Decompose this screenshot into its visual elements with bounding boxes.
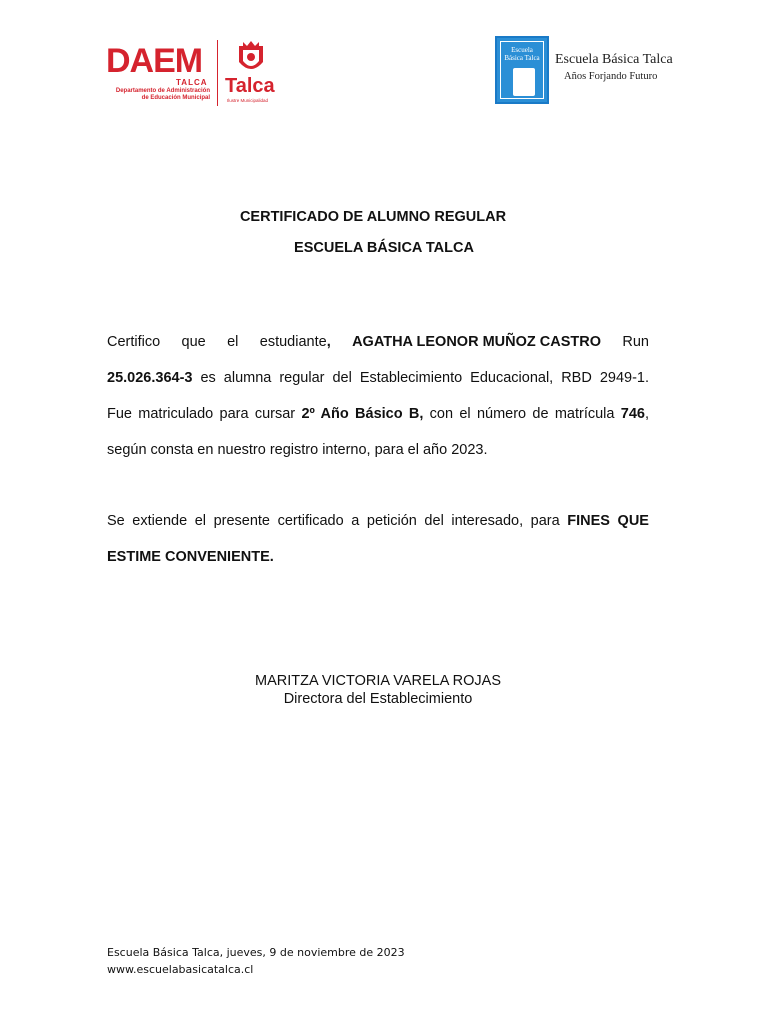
certification-paragraph — [107, 333, 649, 477]
school-badge-logo — [495, 36, 549, 104]
talca-municipality-logo — [225, 40, 281, 106]
purpose-bold: ESTIME CONVENIENTE. — [107, 549, 274, 565]
document-title: CERTIFICADO DE ALUMNO REGULAR — [239, 209, 507, 225]
text-word: el — [227, 334, 239, 350]
paragraph-text: Se extiende el presente certificado a petición del interesado, para — [107, 513, 568, 529]
paragraph-line — [107, 441, 649, 477]
paragraph-text: según consta en nuestro registro interno, para el año 2023. — [107, 442, 488, 458]
school-badge-text — [501, 46, 543, 62]
daem-dept-line1: Departamento de Administración — [115, 88, 210, 94]
paragraph-line — [107, 405, 649, 441]
student-name: AGATHA LEONOR MUÑOZ CASTRO — [352, 334, 601, 350]
footer-date-line: Escuela Básica Talca, jueves, 9 de noviembre de 2023 — [107, 946, 405, 959]
talca-crest-icon — [235, 40, 267, 76]
footer-website: www.escuelabasicatalca.cl — [107, 963, 254, 976]
paragraph-line — [107, 369, 649, 405]
paragraph-text: , — [644, 406, 649, 422]
badge-line2: Básica Talca — [504, 54, 540, 62]
purpose-paragraph — [107, 512, 649, 584]
student-run: 25.026.364-3 — [107, 370, 193, 386]
daem-logo — [106, 44, 212, 108]
course: 2º Año Básico B, — [301, 406, 424, 422]
paragraph-line — [107, 512, 649, 548]
text-word-estudiante: estudiante — [259, 334, 327, 350]
purpose-bold: FINES QUE — [567, 513, 649, 529]
talca-logo-word: Talca — [225, 75, 275, 97]
talca-logo-sub: Ilustre Municipalidad — [227, 98, 269, 103]
paragraph-line — [107, 548, 649, 584]
paragraph-text: Fue matriculado para cursar — [107, 406, 302, 422]
school-name: Escuela Básica Talca — [555, 52, 673, 67]
enrollment-number: 746 — [620, 406, 645, 422]
signatory-role: Directora del Establecimiento — [283, 691, 473, 707]
daem-dept-line2: de Educación Municipal — [141, 95, 210, 101]
daem-logo-city: TALCA — [176, 78, 208, 87]
document-subtitle: ESCUELA BÁSICA TALCA — [294, 240, 474, 256]
text-word — [260, 333, 331, 369]
badge-line1: Escuela — [511, 46, 533, 54]
letterhead — [0, 36, 768, 116]
footer — [107, 944, 405, 978]
daem-logo-word: DAEM — [106, 42, 203, 80]
text-word: que — [181, 334, 206, 350]
paragraph-text: con el número de matrícula — [423, 406, 621, 422]
daem-logo-department — [106, 88, 210, 102]
school-motto: Años Forjando Futuro — [564, 71, 658, 82]
run-label: Run — [622, 334, 649, 350]
text-word: Certifico — [107, 334, 161, 350]
paragraph-line — [107, 333, 649, 369]
logo-divider — [217, 40, 218, 106]
paragraph-text: es alumna regular del Establecimiento Educacional, RBD 2949-1. — [192, 370, 649, 386]
book-icon — [513, 68, 535, 96]
comma: , — [326, 334, 331, 350]
signatory-name: MARITZA VICTORIA VARELA ROJAS — [254, 673, 502, 689]
